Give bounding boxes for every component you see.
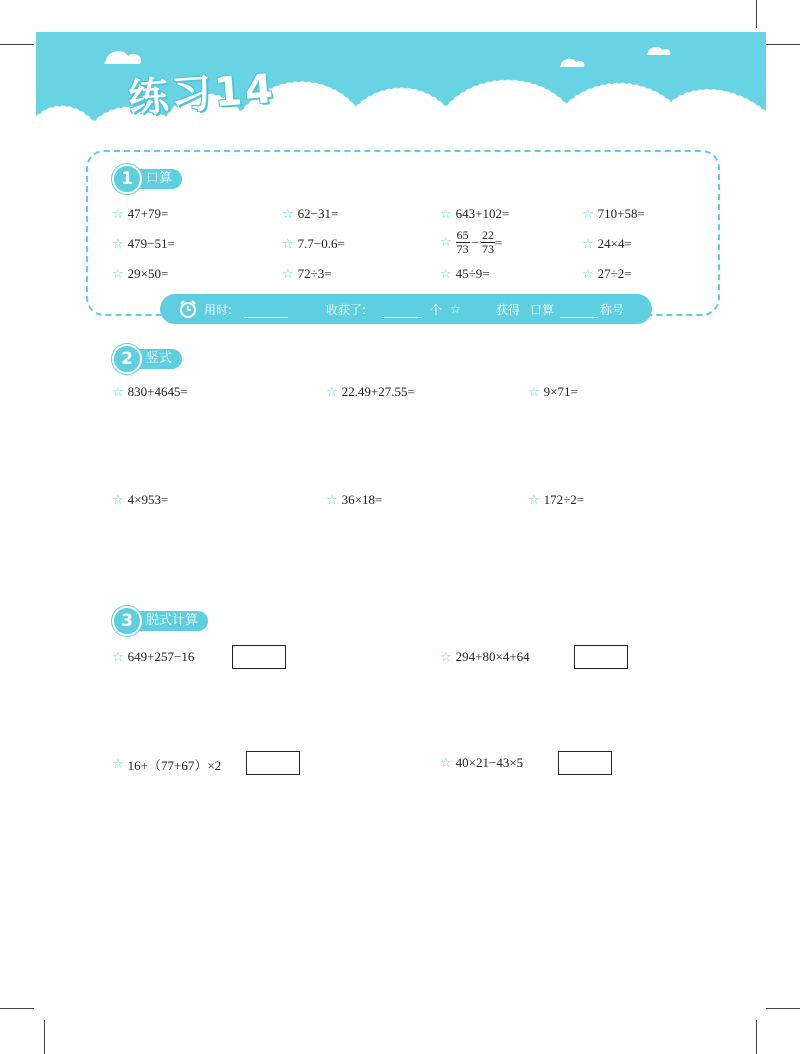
problem-text: 7.7−0.6= (297, 236, 345, 251)
answer-box[interactable] (246, 751, 300, 775)
section-tag-oral (112, 168, 182, 190)
vertical-item (528, 384, 578, 400)
fraction-denominator: 73 (456, 242, 469, 256)
vertical-item (112, 384, 188, 400)
problem-text: 47+79= (127, 206, 169, 221)
problem-text: 22.49+27.55= (341, 384, 415, 399)
problem-text: 16+（77+67）×2 (127, 758, 222, 773)
star-icon: ☆ (450, 302, 461, 316)
problem-text: 36×18= (341, 492, 383, 507)
stepwise-item (112, 755, 221, 774)
fraction-denominator: 73 (482, 242, 494, 256)
vertical-item (528, 492, 584, 508)
vertical-item (326, 492, 382, 508)
title-suffix: 称号 (600, 302, 625, 317)
crop-mark (0, 44, 34, 45)
section-number: 1 (112, 164, 142, 194)
problem-text: 24×4= (597, 236, 632, 251)
oral-item (282, 266, 332, 282)
answer-box[interactable] (574, 645, 628, 669)
problem-text: 62−31= (297, 206, 339, 221)
problem-text: 4×953= (127, 492, 169, 507)
fraction-operator: − (471, 234, 479, 250)
oral-item (282, 236, 345, 252)
oral-item (440, 206, 509, 222)
vertical-item (112, 492, 168, 508)
star-icon: ☆ (440, 235, 452, 250)
page-title: 练习14 (126, 65, 278, 123)
problem-text: 830+4645= (127, 384, 188, 399)
problem-text: 294+80×4+64 (455, 649, 530, 664)
oral-item (582, 236, 632, 252)
problem-text: 72÷3= (297, 266, 332, 281)
problem-text: 172÷2= (543, 492, 585, 507)
problem-text: 40×21−43×5 (455, 755, 524, 770)
oral-item (112, 236, 175, 252)
star-icon: ☆ (112, 266, 124, 282)
star-icon: ☆ (582, 206, 594, 222)
section-number: 2 (112, 344, 142, 374)
star-icon: ☆ (528, 492, 540, 508)
status-bar (160, 294, 652, 324)
star-icon: ☆ (282, 236, 294, 252)
stepwise-item (440, 755, 523, 771)
star-icon: ☆ (326, 492, 338, 508)
title-prefix: 口算 (530, 302, 555, 317)
star-icon: ☆ (112, 492, 124, 508)
star-icon: ☆ (112, 649, 124, 665)
stepwise-item (112, 649, 194, 665)
fraction-numerator: 22 (482, 228, 494, 242)
count-unit: 个 (430, 302, 443, 317)
crop-mark (44, 1020, 45, 1054)
answer-box[interactable] (232, 645, 286, 669)
crop-mark (0, 1008, 34, 1009)
problem-text: 9×71= (543, 384, 578, 399)
oral-item (112, 206, 168, 222)
star-icon: ☆ (440, 649, 452, 665)
section-tag-stepwise (112, 610, 208, 632)
earn-label: 获得 (496, 302, 521, 317)
stepwise-item (440, 649, 530, 665)
section-number: 3 (112, 606, 142, 636)
fraction-a (456, 229, 470, 256)
problem-text: 643+102= (455, 206, 510, 221)
time-label: 用时: (204, 302, 233, 317)
section-label: 口算 (128, 169, 182, 189)
crop-mark (766, 1008, 800, 1009)
star-icon: ☆ (112, 384, 124, 400)
star-icon: ☆ (282, 266, 294, 282)
section-label: 竖式 (128, 349, 182, 369)
problem-text: 29×50= (127, 266, 169, 281)
star-icon: ☆ (440, 206, 452, 222)
alarm-clock-icon (178, 299, 198, 319)
section-label: 脱式计算 (128, 611, 208, 631)
star-icon: ☆ (112, 206, 124, 222)
problem-text: 710+58= (597, 206, 645, 221)
harvest-blank (382, 305, 422, 318)
oral-item (582, 266, 632, 282)
star-icon: ☆ (528, 384, 540, 400)
problem-text: 649+257−16 (127, 649, 195, 664)
problem-text: 45÷9= (455, 266, 490, 281)
fraction-b (481, 229, 495, 256)
title-blank (560, 305, 598, 318)
oral-item (112, 266, 168, 282)
star-icon: ☆ (112, 236, 124, 252)
fraction-equals: = (495, 234, 503, 250)
oral-item (582, 206, 645, 222)
answer-box[interactable] (558, 751, 612, 775)
time-blank (244, 305, 288, 318)
star-icon: ☆ (440, 755, 452, 771)
fraction-numerator: 65 (456, 228, 469, 242)
crop-mark (756, 1020, 757, 1054)
star-icon: ☆ (440, 266, 452, 282)
vertical-item (326, 384, 415, 400)
star-icon: ☆ (582, 266, 594, 282)
problem-text: 27÷2= (597, 266, 632, 281)
problem-text: 479−51= (127, 236, 175, 251)
crop-mark (766, 44, 800, 45)
star-icon: ☆ (582, 236, 594, 252)
section-tag-vertical (112, 348, 182, 370)
star-icon: ☆ (326, 384, 338, 400)
harvest-label: 收获了: (326, 302, 367, 317)
star-icon: ☆ (112, 757, 124, 772)
crop-mark (756, 0, 757, 28)
oral-item (440, 266, 490, 282)
oral-item (282, 206, 338, 222)
oral-item-fraction (440, 229, 502, 256)
star-icon: ☆ (282, 206, 294, 222)
